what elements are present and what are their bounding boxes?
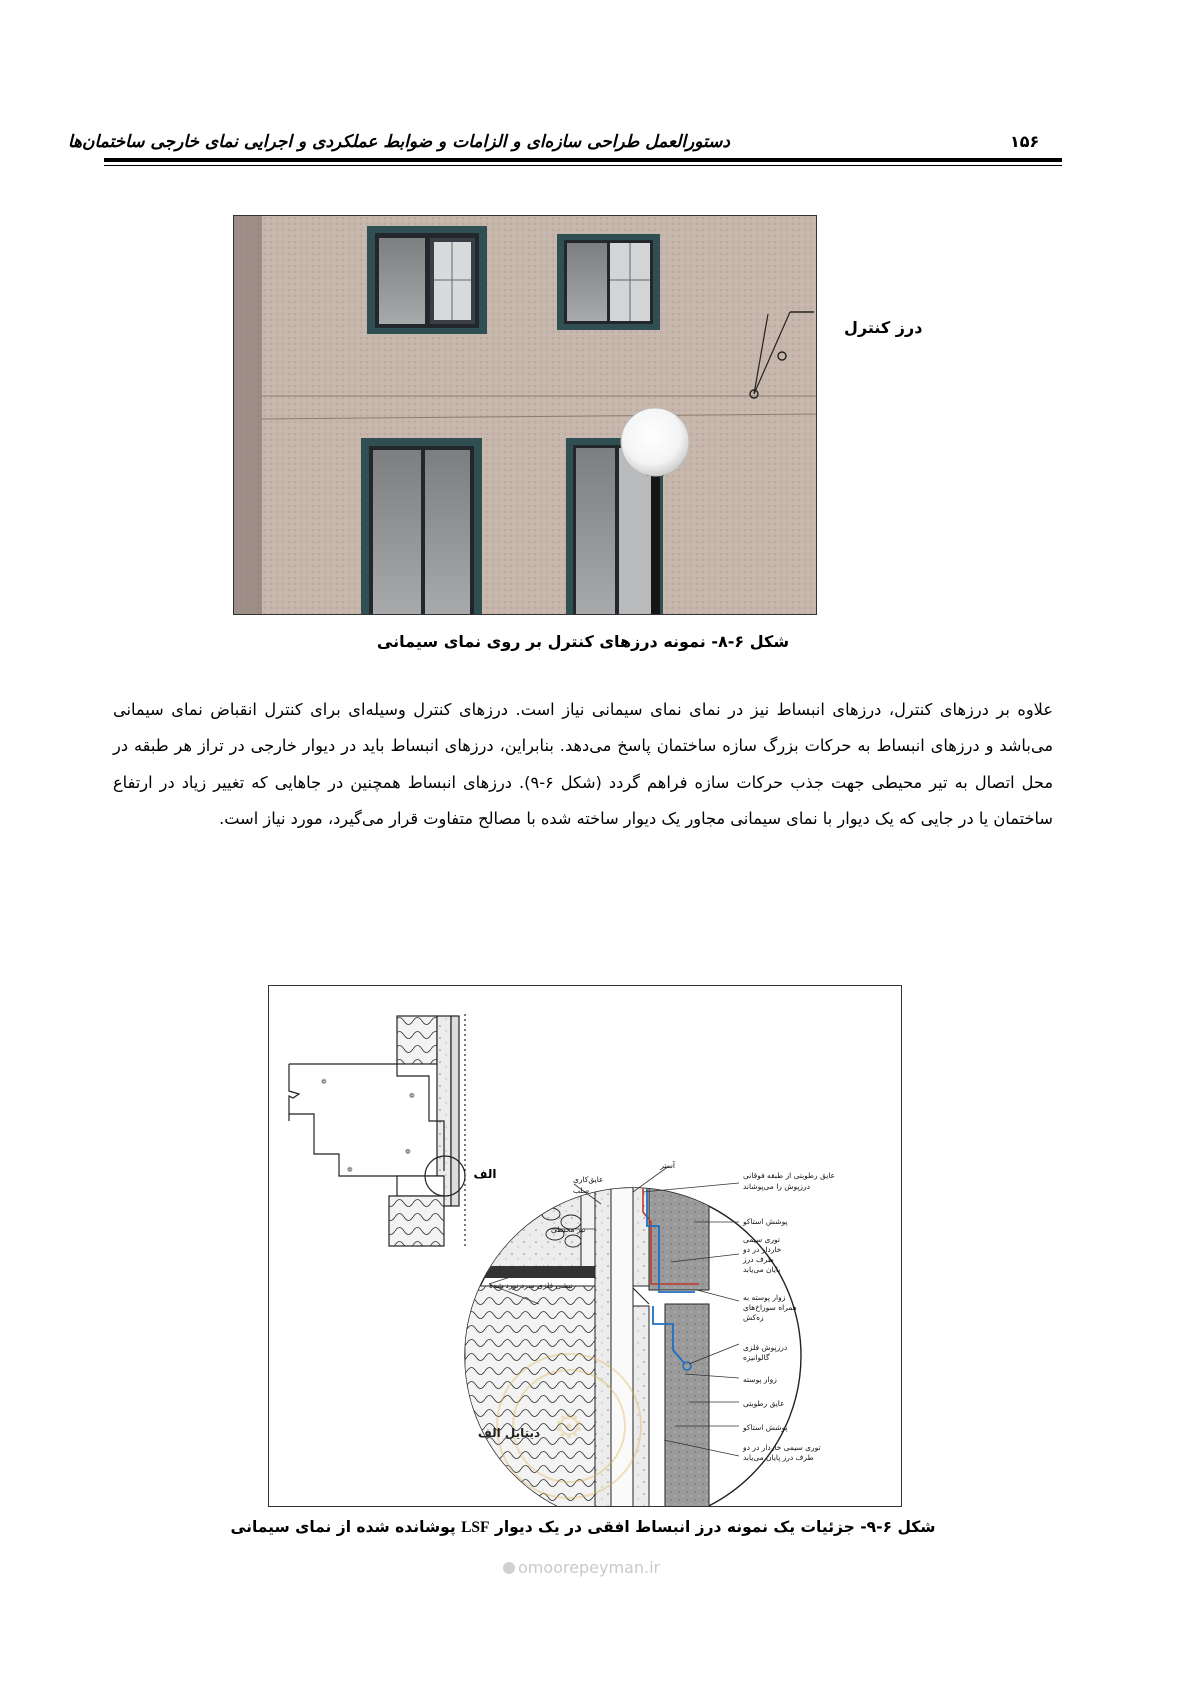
svg-text:⚙: ⚙ — [553, 1407, 585, 1447]
label-trim-3: زه‌کش — [743, 1313, 764, 1322]
label-trim-2: همراه سوراخ‌های — [743, 1303, 797, 1312]
label-stucco: پوشش استاکو — [743, 1217, 788, 1226]
control-joint-callout: درز کنترل — [844, 318, 923, 337]
window — [557, 234, 660, 330]
svg-text:❁: ❁ — [405, 1148, 411, 1156]
label-moisture-barrier: عایق رطوبتی — [743, 1399, 785, 1408]
label-wire-mesh-b2: طرف درز پایان می‌یابد — [743, 1453, 814, 1462]
label-cold-formed-angle: نبشی فلزی سرد نورد شده — [489, 1281, 573, 1290]
label-metal-cover-2: گالوانیزه — [743, 1353, 770, 1362]
label-detail-alef: دیتایل الف — [477, 1426, 541, 1440]
label-moisture-barrier-top-2: درزپوش را می‌پوشاند — [743, 1182, 810, 1191]
expansion-joint-drawing — [268, 985, 902, 1507]
header-rule-thin — [104, 165, 1062, 166]
label-alef: الف — [473, 1167, 497, 1181]
facade-photo — [233, 215, 817, 615]
svg-text:❁: ❁ — [347, 1166, 353, 1174]
label-metal-cover-1: درزپوش فلزی — [743, 1343, 788, 1352]
figure-caption: شکل ۶-۸- نمونه درزهای کنترل بر روی نمای سیمانی — [376, 632, 790, 651]
label-wire-mesh-3: طرف درز — [743, 1255, 774, 1264]
label-lining: آستر — [660, 1161, 675, 1170]
svg-text:❁: ❁ — [321, 1078, 327, 1086]
label-moisture-barrier-top: عایق رطوبتی از طبقه فوقانی — [743, 1171, 836, 1180]
window — [367, 226, 487, 334]
label-steel-insulation-2: صلب — [573, 1186, 590, 1195]
window — [361, 438, 482, 614]
figure-caption-2: شکل ۶-۹- جزئیات یک نمونه درز انبساط افقی در یک دیوار LSF پوشانده شده از نمای سیمانی — [230, 1518, 936, 1536]
label-wire-mesh-1: توری سیمی — [743, 1235, 780, 1244]
label-wire-mesh-b1: توری سیمی خاردار در دو — [743, 1443, 821, 1452]
page-number: ۱۵۶ — [1010, 132, 1040, 151]
watermark: omoorepeyman.ir — [503, 1558, 660, 1577]
header-rule-thick — [104, 158, 1062, 162]
body-paragraph: علاوه بر درزهای کنترل، درزهای انبساط نیز در نمای نمای سیمانی نیاز است. درزهای کنترل وسیله‌ای برای کنترل انقباض نمای سیمانی می‌باشد و درزهای انبساط به حرکات بزرگ سازه ساختمان پاسخ می‌دهد. بنابراین، درزهای انبساط باید در دیوار خارجی در تراز هر طبقه در محل اتصال به تیر محیطی جهت جذب حرکات سازه فراهم گردد (شکل ۶-۹). درزهای انبساط همچنین در جاهایی که تغییر زیاد در ارتفاع ساختمان یا در جایی که یک دیوار با نمای سیمانی مجاور یک دیوار ساخته شده با مصالح متفاوت قرار می‌گیرد، مورد نیاز است. — [113, 700, 1053, 829]
label-steel-insulation-1: عایق‌کاری — [573, 1175, 604, 1184]
label-perimeter-beam: تیر محیطی — [551, 1225, 586, 1234]
label-stucco-2: پوشش استاکو — [743, 1423, 788, 1432]
label-trim-shell: زوار پوسته — [743, 1375, 777, 1384]
label-wire-mesh-2: خاردار در دو — [743, 1245, 782, 1254]
label-wire-mesh-4: پایان می‌یابد — [743, 1265, 781, 1274]
label-trim-1: زوار پوسته به — [743, 1293, 786, 1302]
running-header-title: دستورالعمل طراحی سازه‌ای و الزامات و ضوابط عملکردی و اجرایی نمای خارجی ساختمان‌ها — [67, 132, 730, 152]
svg-text:❁: ❁ — [409, 1092, 415, 1100]
